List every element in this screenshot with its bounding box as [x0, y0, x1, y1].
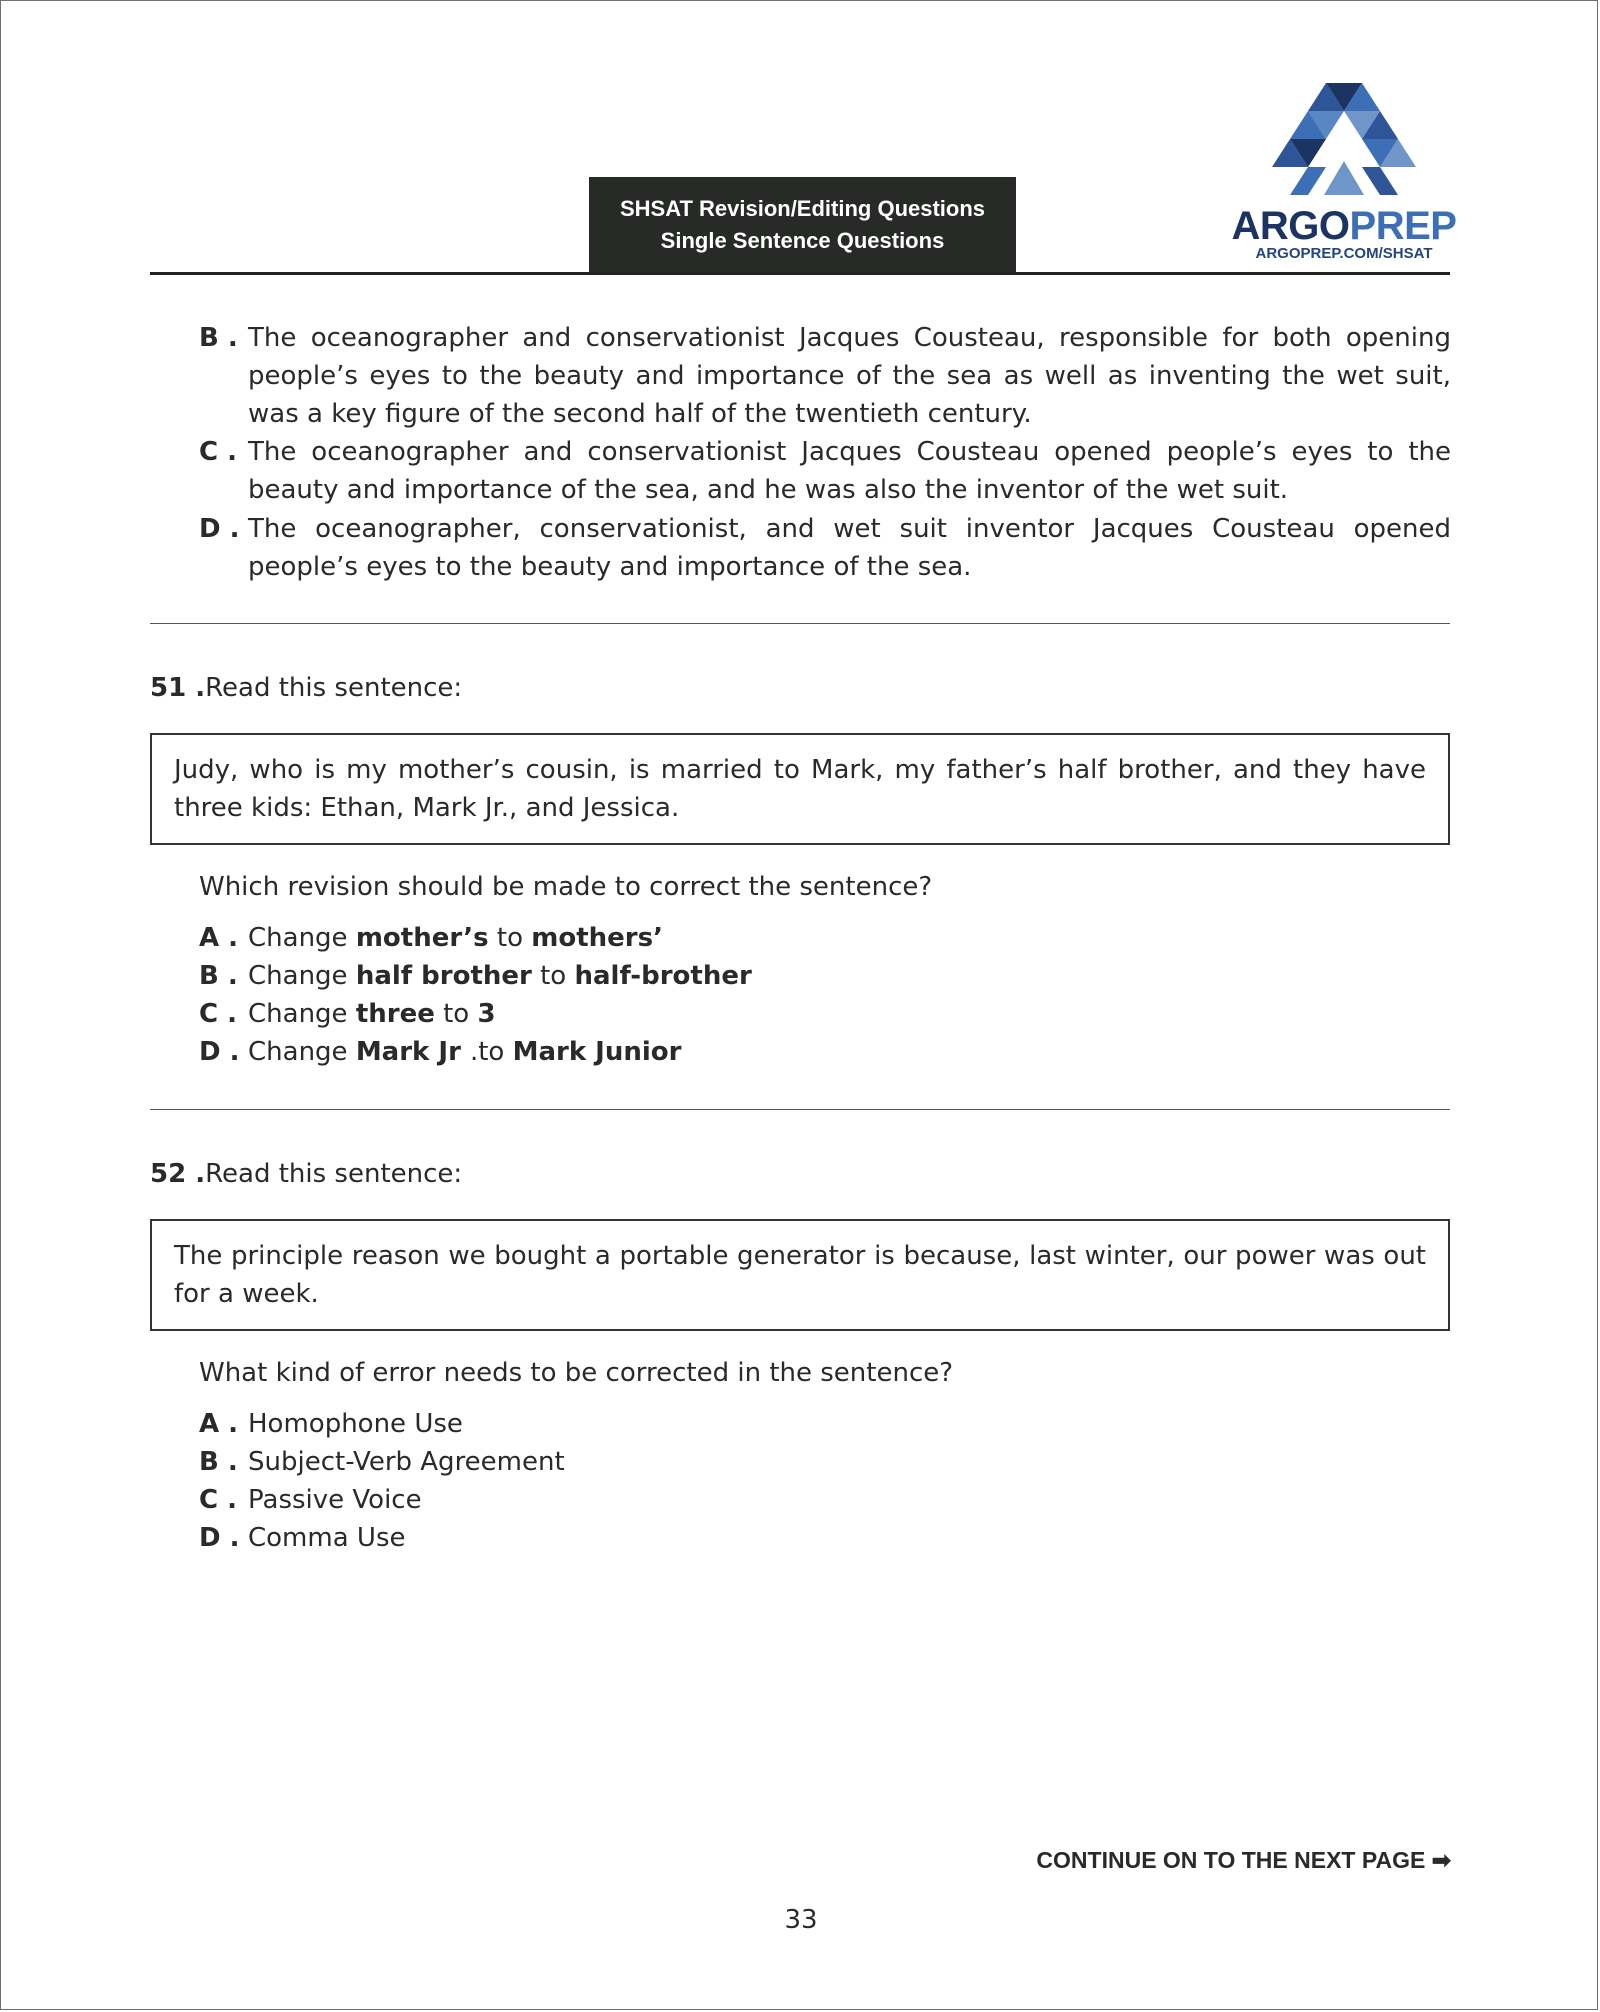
choice-text: to — [531, 961, 575, 991]
logo-wordmark-prep: PREP — [1349, 204, 1457, 248]
choice-from: mother’s — [355, 923, 489, 953]
choice-text: Subject-Verb Agreement — [248, 1447, 565, 1477]
question-number: 51 . — [150, 673, 206, 703]
choice-from: half brother — [355, 961, 532, 991]
question-51-choice-b[interactable] — [199, 957, 752, 995]
question-51-choice-c[interactable] — [199, 995, 496, 1033]
option-text: The oceanographer, conservationist, and wet suit inventor Jacques Cousteau opened people’s eyes to the beauty and importance of the sea. — [248, 514, 1451, 582]
page-number: 33 — [784, 1905, 818, 1935]
prev-option-d — [199, 510, 1451, 586]
section-header-title: SHSAT Revision/Editing Questions — [619, 196, 986, 221]
question-intro: Read this sentence: — [205, 1159, 463, 1189]
header-rule — [150, 272, 1450, 275]
choice-text: Comma Use — [248, 1523, 406, 1553]
arrow-right-icon: ➡ — [1431, 1847, 1451, 1873]
logo-url: ARGOPREP.COM/SHSAT — [1255, 245, 1433, 262]
question-51-sentence-box — [150, 733, 1450, 845]
logo-wordmark — [1229, 205, 1459, 247]
choice-text: Change — [248, 1037, 356, 1067]
choice-text: Change — [248, 999, 356, 1029]
choice-text: to — [434, 999, 478, 1029]
choice-letter: D . — [199, 1523, 240, 1553]
choice-to: half-brother — [574, 961, 752, 991]
question-divider — [150, 1109, 1450, 1110]
continue-next-page — [1001, 1843, 1451, 1877]
choice-text: Homophone Use — [248, 1409, 463, 1439]
choice-text: Passive Voice — [248, 1485, 422, 1515]
choice-letter: C . — [199, 1485, 238, 1515]
section-header — [589, 177, 1016, 273]
question-52-choice-c[interactable] — [199, 1481, 422, 1519]
choice-to: Mark Junior — [512, 1037, 682, 1067]
choice-letter: A . — [199, 1409, 239, 1439]
question-52-prompt: What kind of error needs to be corrected in the sentence? — [199, 1358, 954, 1388]
question-51-header — [150, 669, 462, 707]
question-divider — [150, 623, 1450, 624]
choice-text: Change — [248, 961, 356, 991]
choice-from: Mark Jr — [355, 1037, 470, 1067]
prev-option-b — [199, 319, 1451, 433]
argoprep-logo — [1229, 79, 1459, 265]
question-number: 52 . — [150, 1159, 206, 1189]
argoprep-logo-icon — [1271, 79, 1417, 199]
question-52-choice-b[interactable] — [199, 1443, 565, 1481]
choice-letter: A . — [199, 923, 239, 953]
option-text: The oceanographer and conservationist Jacques Cousteau, responsible for both opening people’s eyes to the beauty and importance of the sea as well as inventing the wet suit, was a key figure of the second half of the twentieth century. — [248, 323, 1451, 429]
choice-letter: B . — [199, 1447, 238, 1477]
option-text: The oceanographer and conservationist Jacques Cousteau opened people’s eyes to the beauty and importance of the sea, and he was also the inventor of the wet suit. — [248, 437, 1451, 505]
sentence-text: Judy, who is my mother’s cousin, is married to Mark, my father’s half brother, and they have three kids: Ethan, Mark Jr., and Jessica. — [174, 755, 1426, 823]
question-intro: Read this sentence: — [205, 673, 463, 703]
sentence-text: The principle reason we bought a portable generator is because, last winter, our power was out for a week. — [174, 1241, 1426, 1309]
question-51-choice-d[interactable] — [199, 1033, 681, 1071]
prev-option-c — [199, 433, 1451, 509]
choice-letter: B . — [199, 961, 238, 991]
choice-text: .to — [469, 1037, 513, 1067]
option-letter: B . — [199, 323, 238, 353]
choice-to: 3 — [477, 999, 496, 1029]
choice-letter: C . — [199, 999, 238, 1029]
option-letter: D . — [199, 514, 240, 544]
question-51-choice-a[interactable] — [199, 919, 663, 957]
choice-text: Change — [248, 923, 356, 953]
question-52-header — [150, 1155, 462, 1193]
choice-to: mothers’ — [531, 923, 663, 953]
choice-letter: D . — [199, 1037, 240, 1067]
logo-wordmark-argo: ARGO — [1231, 204, 1350, 248]
continue-label: CONTINUE ON TO THE NEXT PAGE — [1036, 1847, 1426, 1873]
choice-text: to — [488, 923, 532, 953]
section-header-subtitle: Single Sentence Questions — [660, 228, 945, 253]
option-letter: C . — [199, 437, 238, 467]
question-52-choice-a[interactable] — [199, 1405, 463, 1443]
question-52-choice-d[interactable] — [199, 1519, 406, 1557]
choice-from: three — [355, 999, 435, 1029]
question-52-sentence-box — [150, 1219, 1450, 1331]
question-51-prompt: Which revision should be made to correct the sentence? — [199, 872, 933, 902]
